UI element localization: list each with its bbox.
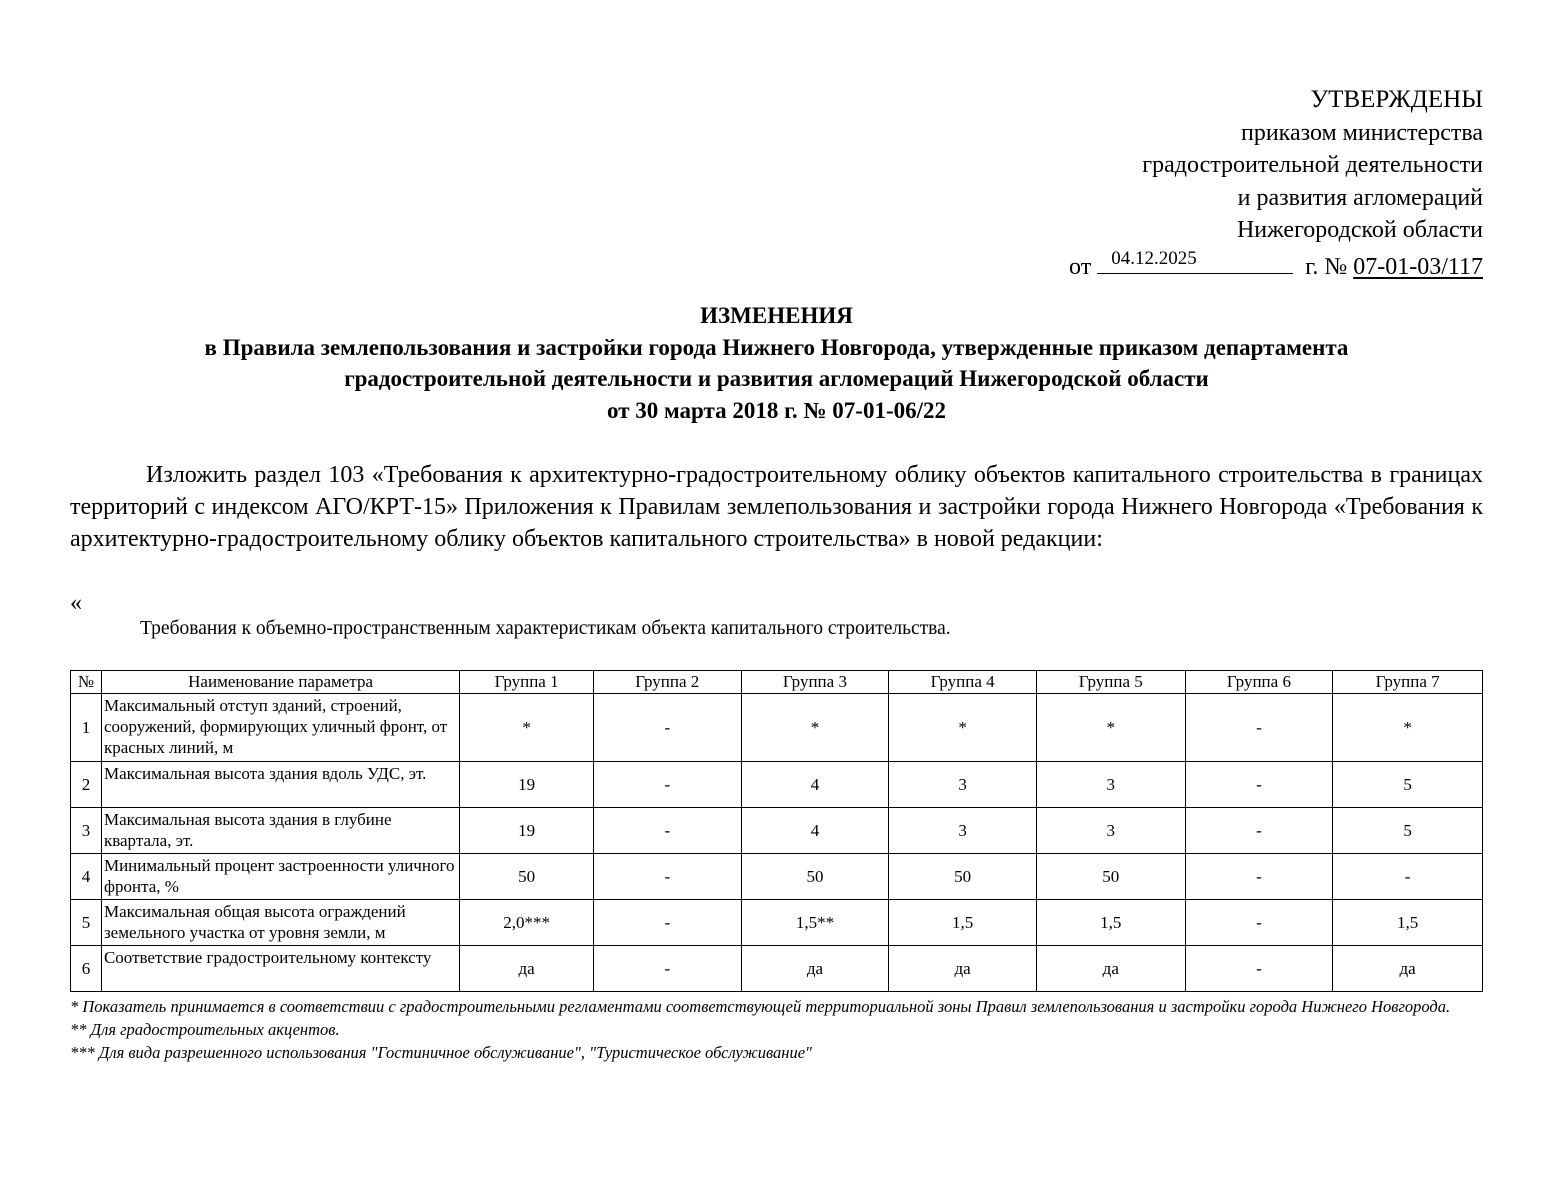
value-cell: 1,5 <box>1036 900 1185 946</box>
heading-title: ИЗМЕНЕНИЯ <box>700 303 853 328</box>
header-cell: Группа 7 <box>1333 671 1483 694</box>
value-cell: 50 <box>460 854 594 900</box>
footnotes <box>70 995 1483 1064</box>
value-cell: 1,5 <box>889 900 1037 946</box>
header-cell: Группа 1 <box>460 671 594 694</box>
heading-line: градостроительной деятельности и развития агломераций Нижегородской области <box>344 366 1209 391</box>
table-row <box>71 854 1483 900</box>
table-row <box>71 808 1483 854</box>
value-cell: * <box>889 694 1037 762</box>
value-cell: да <box>1036 946 1185 992</box>
number-prefix: г. № <box>1305 253 1348 280</box>
value-cell: - <box>1185 854 1333 900</box>
value-cell: * <box>1036 694 1185 762</box>
row-number: 1 <box>71 694 102 762</box>
row-number: 5 <box>71 900 102 946</box>
row-number: 4 <box>71 854 102 900</box>
footnote: ** Для градостроительных акцентов. <box>70 1020 340 1039</box>
footnote: *** Для вида разрешенного использования "Гостиничное обслуживание", "Туристическое обслуживание" <box>70 1043 812 1062</box>
value-cell: 3 <box>889 808 1037 854</box>
value-cell: 2,0*** <box>460 900 594 946</box>
value-cell: да <box>741 946 889 992</box>
table-row <box>71 900 1483 946</box>
row-number: 3 <box>71 808 102 854</box>
value-cell: - <box>593 808 741 854</box>
value-cell: - <box>1185 808 1333 854</box>
parameters-table <box>70 670 1483 992</box>
value-cell: - <box>1333 854 1483 900</box>
heading-line: в Правила землепользования и застройки города Нижнего Новгорода, утвержденные приказом департамента <box>204 334 1349 360</box>
document-heading <box>70 300 1483 426</box>
value-cell: 19 <box>460 762 594 808</box>
order-date-number-line <box>1069 247 1483 284</box>
table-caption: Требования к объемно-пространственным характеристикам объекта капитального строительства. <box>140 618 951 639</box>
value-cell: * <box>741 694 889 762</box>
value-cell: да <box>889 946 1037 992</box>
table-row <box>71 694 1483 762</box>
header-cell: Группа 2 <box>593 671 741 694</box>
value-cell: да <box>460 946 594 992</box>
parameter-name: Минимальный процент застроенности уличного фронта, % <box>101 854 459 900</box>
row-number: 2 <box>71 762 102 808</box>
approval-line: и развития агломераций <box>1237 184 1483 211</box>
value-cell: 3 <box>1036 762 1185 808</box>
value-cell: да <box>1333 946 1483 992</box>
value-cell: 5 <box>1333 762 1483 808</box>
row-number: 6 <box>71 946 102 992</box>
parameter-name: Соответствие градостроительному контексту <box>101 946 459 992</box>
parameter-name: Максимальная высота здания вдоль УДС, эт. <box>101 762 459 808</box>
value-cell: - <box>1185 900 1333 946</box>
header-cell: № <box>71 671 102 694</box>
value-cell: - <box>1185 946 1333 992</box>
date-value: 04.12.2025 <box>1111 247 1197 269</box>
value-cell: 1,5 <box>1333 900 1483 946</box>
date-prefix: от <box>1069 253 1092 280</box>
value-cell: 19 <box>460 808 594 854</box>
value-cell: - <box>593 762 741 808</box>
parameter-name: Максимальный отступ зданий, строений, сооружений, формирующих уличный фронт, от красных линий, м <box>101 694 459 762</box>
value-cell: 50 <box>889 854 1037 900</box>
table-header-row <box>71 671 1483 694</box>
header-cell: Группа 4 <box>889 671 1037 694</box>
value-cell: - <box>593 694 741 762</box>
date-field <box>1097 247 1293 274</box>
value-cell: - <box>1185 762 1333 808</box>
value-cell: - <box>593 946 741 992</box>
value-cell: 3 <box>1036 808 1185 854</box>
value-cell: 50 <box>741 854 889 900</box>
value-cell: - <box>593 854 741 900</box>
approval-title: УТВЕРЖДЕНЫ <box>1310 86 1483 113</box>
parameter-name: Максимальная общая высота ограждений земельного участка от уровня земли, м <box>101 900 459 946</box>
header-cell: Наименование параметра <box>101 671 459 694</box>
header-cell: Группа 5 <box>1036 671 1185 694</box>
footnote: * Показатель принимается в соответствии с градостроительными регламентами соответствующей территориальной зоны Правил землепользования и застройки города Нижнего Новгорода. <box>70 997 1451 1016</box>
body-paragraph: Изложить раздел 103 «Требования к архитектурно-градостроительному облику объектов капитального строительства в границах территорий с индексом АГО/КРТ-15» Приложения к Правилам землепользования и застройки города Нижнего Новгорода «Требования к архитектурно-градостроительному облику объектов капитального строительства» в новой редакции: <box>70 462 1483 552</box>
approval-line: приказом министерства <box>1240 119 1483 146</box>
approval-line: Нижегородской области <box>1236 217 1483 243</box>
parameter-name: Максимальная высота здания в глубине квартала, эт. <box>101 808 459 854</box>
header-cell: Группа 3 <box>741 671 889 694</box>
header-cell: Группа 6 <box>1185 671 1333 694</box>
value-cell: * <box>460 694 594 762</box>
value-cell: 5 <box>1333 808 1483 854</box>
value-cell: 3 <box>889 762 1037 808</box>
order-number: 07-01-03/117 <box>1353 253 1483 280</box>
value-cell: 4 <box>741 808 889 854</box>
value-cell: - <box>1185 694 1333 762</box>
value-cell: 4 <box>741 762 889 808</box>
approval-line: градостроительной деятельности <box>1142 152 1483 178</box>
opening-quote-mark: « <box>70 590 82 616</box>
table-row <box>71 946 1483 992</box>
value-cell: 1,5** <box>741 900 889 946</box>
value-cell: * <box>1333 694 1483 762</box>
heading-line: от 30 марта 2018 г. № 07-01-06/22 <box>607 397 946 423</box>
value-cell: 50 <box>1036 854 1185 900</box>
approval-block <box>1069 84 1483 283</box>
value-cell: - <box>593 900 741 946</box>
table-row <box>71 762 1483 808</box>
